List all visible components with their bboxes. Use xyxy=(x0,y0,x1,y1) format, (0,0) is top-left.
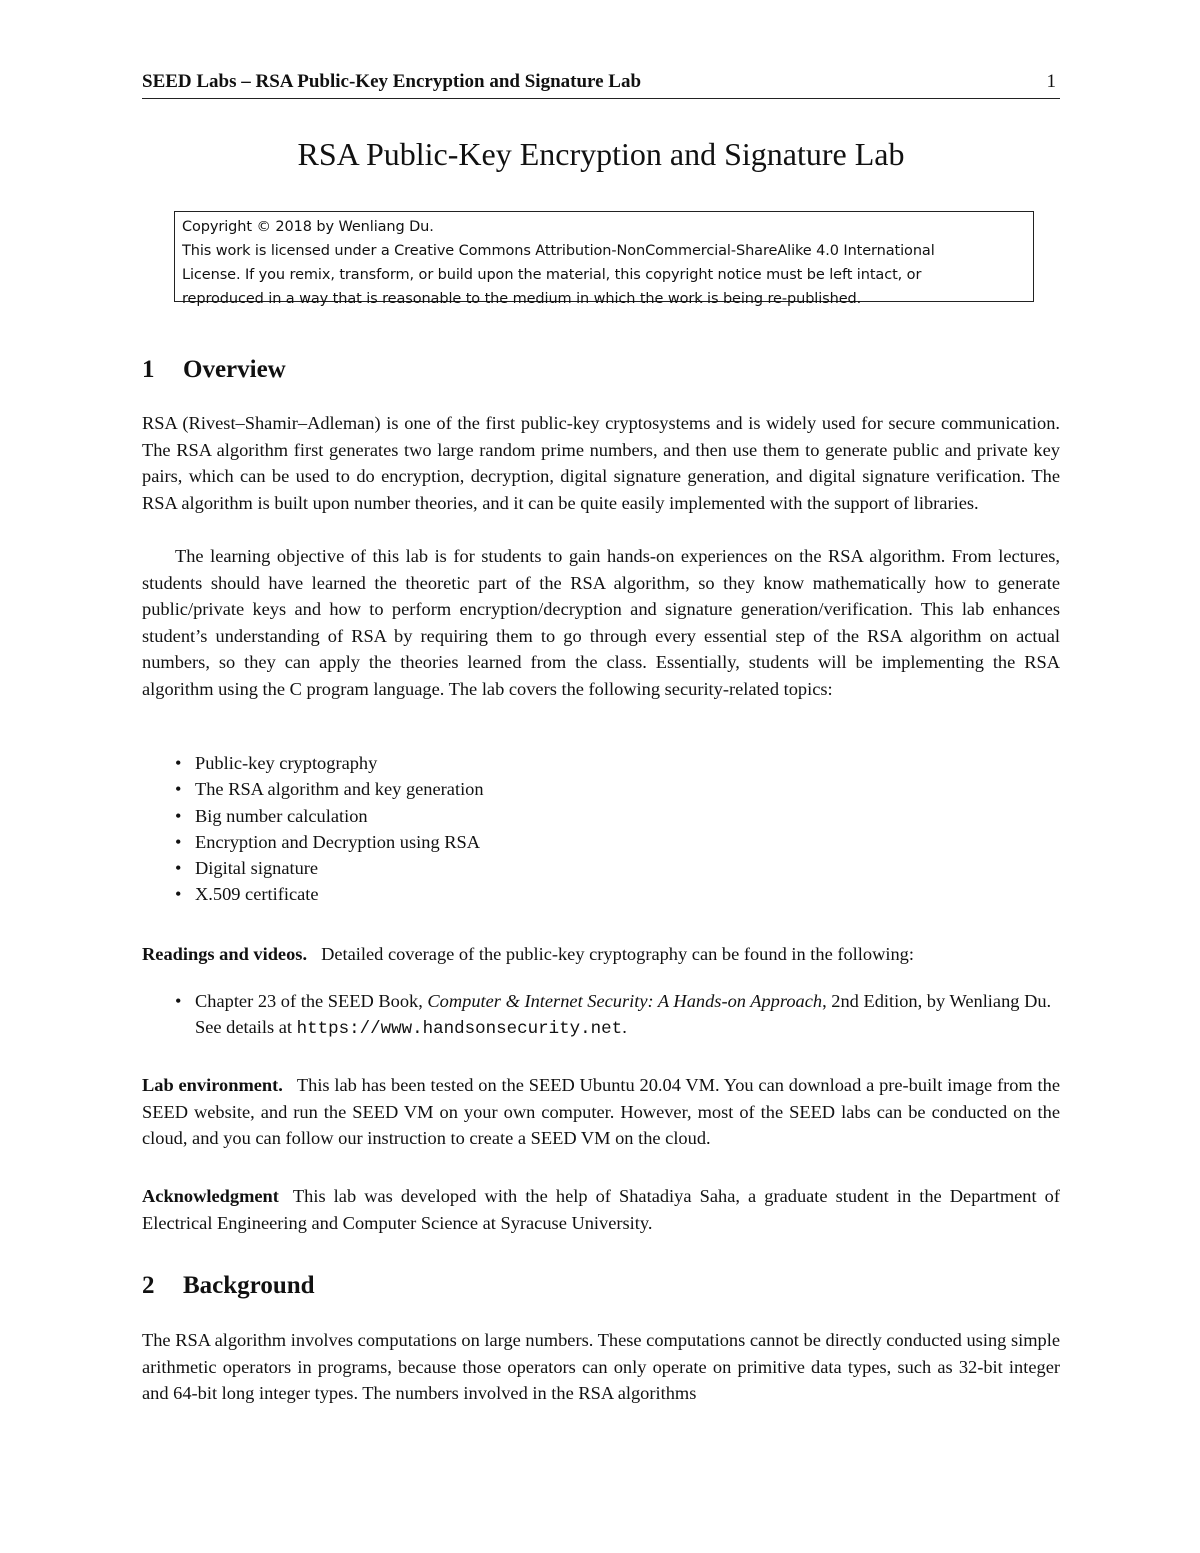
topics-list xyxy=(175,750,1060,908)
running-header xyxy=(142,70,1060,99)
acknowledgment-text: This lab was developed with the help of Shatadiya Saha, a graduate student in the Department of Electrical Engineering and Computer Science at Syracuse University. xyxy=(142,1186,1060,1233)
lab-environment-heading: Lab environment. xyxy=(142,1075,283,1095)
bullet-icon: • xyxy=(175,831,182,852)
lab-environment-paragraph xyxy=(142,1072,1060,1152)
list-item: • The RSA algorithm and key generation xyxy=(175,776,1060,802)
license-line: reproduced in a way that is reasonable to the medium in which the work is being re-published. xyxy=(182,291,862,307)
license-line: This work is licensed under a Creative Commons Attribution-NonCommercial-ShareAlike 4.0 International xyxy=(182,243,935,259)
section-number: 1 xyxy=(142,356,155,383)
bullet-icon: • xyxy=(175,805,182,826)
document-title: RSA Public-Key Encryption and Signature Lab xyxy=(297,136,905,172)
bullet-icon: • xyxy=(175,779,182,800)
bullet-icon: • xyxy=(175,858,182,879)
bullet-icon: • xyxy=(175,753,182,773)
learning-objective-paragraph: The learning objective of this lab is for students to gain hands-on experiences on the RSA algorithm. From lectures, students should have learned the theoretic part of the RSA algorithm, so they know mathematically how to generate public/private keys and how to perform encryption/decryption and signature generation/verification. This lab enhances student’s understanding of RSA by requiring them to go through every essential step of the RSA algorithm on actual numbers, so they can apply the theories learned from the class. Essentially, students will be implementing the RSA algorithm using the C program language. The lab covers the following security-related topics: xyxy=(142,546,1060,699)
copyright-notice-box xyxy=(174,211,1034,307)
list-item: • Chapter 23 of the SEED Book, Computer & Internet Security: A Hands-on Approach, 2nd Edition, by Wenliang Du. See details at https://www.handsonsecurity.net. xyxy=(175,988,1060,1043)
list-item: • Public-key cryptography xyxy=(175,750,1060,776)
acknowledgment-heading: Acknowledgment xyxy=(142,1186,279,1206)
book-title: Computer & Internet Security: A Hands-on Approach xyxy=(427,991,823,1011)
section-title: Overview xyxy=(183,356,286,383)
section-heading-overview xyxy=(142,356,286,384)
license-line: License. If you remix, transform, or build upon the material, this copyright notice must be left intact, or xyxy=(182,267,922,283)
list-item: • Big number calculation xyxy=(175,803,1060,829)
overview-paragraph: RSA (Rivest–Shamir–Adleman) is one of the first public-key cryptosystems and is widely used for secure communication. The RSA algorithm first generates two large random prime numbers, and then use them to generate public and private key pairs, which can be used to do encryption, decryption, digital signature generation, and digital signature verification. The RSA algorithm is built upon number theories, and it can be quite easily implemented with the support of libraries. xyxy=(142,413,1060,513)
copyright-line: Copyright © 2018 by Wenliang Du. xyxy=(182,219,434,235)
section-heading-background xyxy=(142,1272,315,1300)
acknowledgment-paragraph xyxy=(142,1183,1060,1236)
bullet-icon: • xyxy=(175,991,182,1011)
section-number: 2 xyxy=(142,1272,155,1299)
readings-list xyxy=(175,988,1060,1043)
lab-environment-text: This lab has been tested on the SEED Ubuntu 20.04 VM. You can download a pre-built image from the SEED website, and run the SEED VM on your own computer. However, most of the SEED labs can be conducted on the cloud, and you can follow our instruction to create a SEED VM on the cloud. xyxy=(142,1075,1060,1148)
list-item: • X.509 certificate xyxy=(175,881,1060,907)
list-item: • Digital signature xyxy=(175,855,1060,881)
list-item: • Encryption and Decryption using RSA xyxy=(175,829,1060,855)
readings-heading: Readings and videos. xyxy=(142,944,308,964)
page-number: 1 xyxy=(1046,71,1056,92)
running-title: SEED Labs – RSA Public-Key Encryption and Signature Lab xyxy=(142,71,642,92)
book-website-link[interactable]: https://www.handsonsecurity.net xyxy=(296,1019,623,1040)
background-paragraph: The RSA algorithm involves computations on large numbers. These computations cannot be directly conducted using simple arithmetic operators in programs, because those operators can only operate on primitive data types, such as 32-bit integer and 64-bit long integer types. The numbers involved in the RSA algorithms xyxy=(142,1330,1060,1403)
readings-text: Detailed coverage of the public-key cryptography can be found in the following: xyxy=(321,944,914,964)
bullet-icon: • xyxy=(175,884,182,905)
section-title: Background xyxy=(183,1272,315,1299)
readings-paragraph xyxy=(142,941,1060,968)
